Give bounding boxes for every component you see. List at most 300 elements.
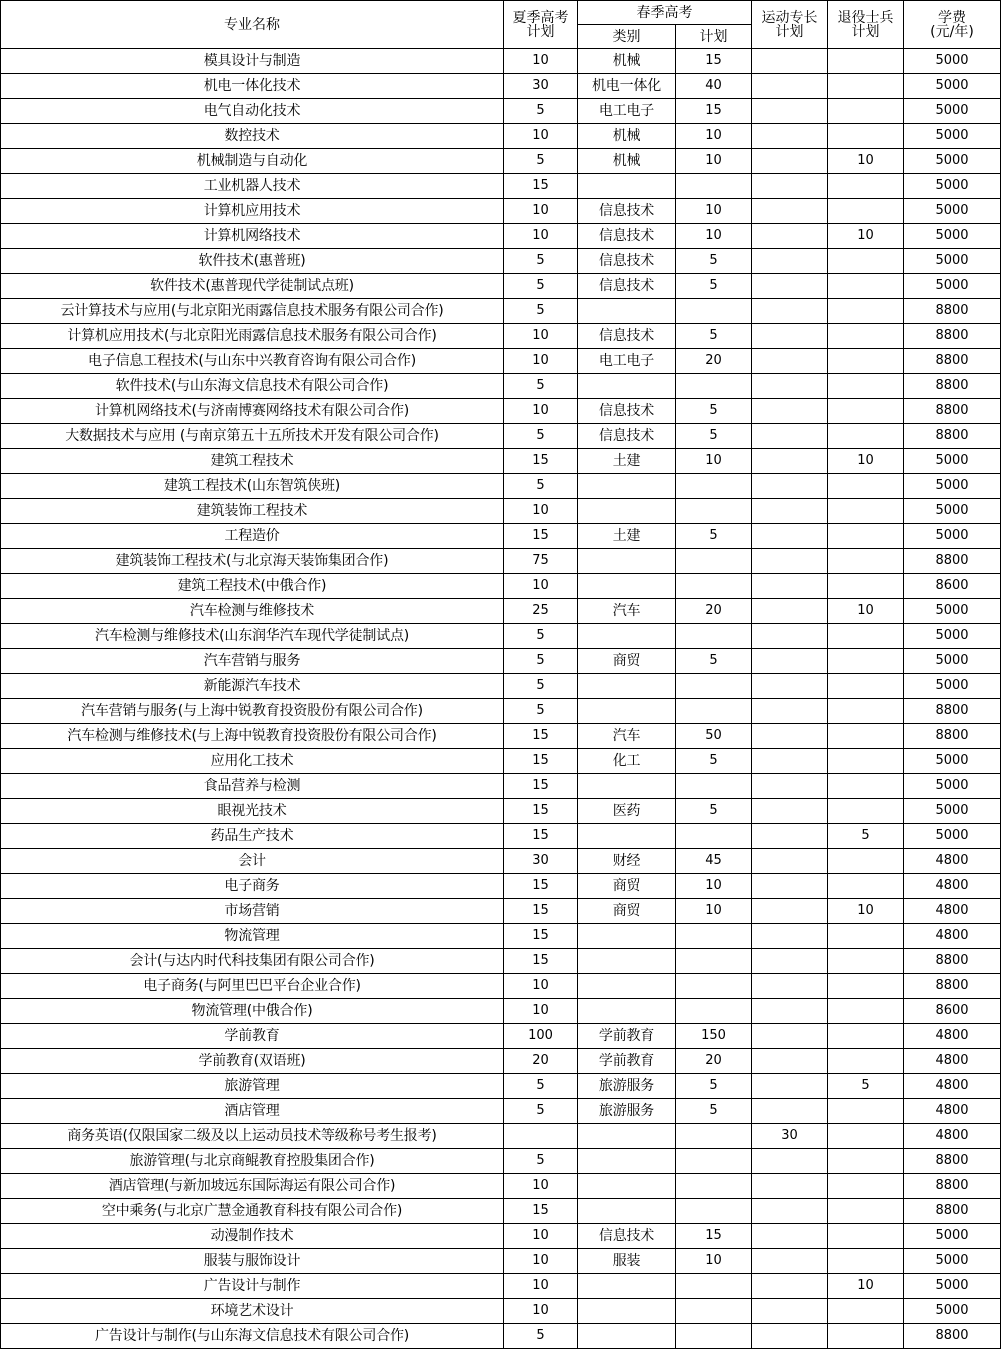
cell-summer-plan: 5 xyxy=(504,424,578,449)
table-row xyxy=(1,324,1001,349)
cell-veteran-plan: 10 xyxy=(828,149,904,174)
cell-summer-plan: 10 xyxy=(504,1249,578,1274)
cell-veteran-plan xyxy=(828,849,904,874)
cell-sports-plan xyxy=(752,224,828,249)
cell-summer-plan: 5 xyxy=(504,149,578,174)
cell-veteran-plan xyxy=(828,549,904,574)
cell-sports-plan xyxy=(752,249,828,274)
cell-summer-plan: 5 xyxy=(504,374,578,399)
cell-sports-plan xyxy=(752,949,828,974)
header-sports-line2: 计划 xyxy=(775,23,804,40)
cell-major-name: 电子商务 xyxy=(1,874,504,899)
cell-spring-plan xyxy=(676,924,752,949)
cell-major-name: 物流管理(中俄合作) xyxy=(1,999,504,1024)
cell-summer-plan: 10 xyxy=(504,124,578,149)
cell-spring-plan xyxy=(676,1124,752,1149)
cell-sports-plan xyxy=(752,499,828,524)
cell-major-name: 学前教育(双语班) xyxy=(1,1049,504,1074)
table-row xyxy=(1,1074,1001,1099)
cell-tuition: 4800 xyxy=(904,924,1001,949)
cell-spring-category: 信息技术 xyxy=(578,249,676,274)
table-row xyxy=(1,124,1001,149)
cell-sports-plan xyxy=(752,124,828,149)
cell-spring-plan: 5 xyxy=(676,424,752,449)
cell-veteran-plan xyxy=(828,399,904,424)
table-row xyxy=(1,999,1001,1024)
table-row xyxy=(1,574,1001,599)
table-row xyxy=(1,924,1001,949)
cell-veteran-plan xyxy=(828,574,904,599)
cell-veteran-plan: 5 xyxy=(828,824,904,849)
table-row xyxy=(1,874,1001,899)
cell-veteran-plan xyxy=(828,749,904,774)
table-row xyxy=(1,249,1001,274)
cell-major-name: 药品生产技术 xyxy=(1,824,504,849)
cell-summer-plan: 15 xyxy=(504,949,578,974)
cell-tuition: 8800 xyxy=(904,374,1001,399)
cell-tuition: 8800 xyxy=(904,1149,1001,1174)
cell-veteran-plan xyxy=(828,799,904,824)
cell-spring-category xyxy=(578,1149,676,1174)
cell-veteran-plan xyxy=(828,474,904,499)
cell-summer-plan: 30 xyxy=(504,74,578,99)
cell-sports-plan xyxy=(752,199,828,224)
cell-major-name: 眼视光技术 xyxy=(1,799,504,824)
cell-spring-category: 化工 xyxy=(578,749,676,774)
table-row xyxy=(1,1099,1001,1124)
cell-tuition: 4800 xyxy=(904,1074,1001,1099)
cell-tuition: 5000 xyxy=(904,199,1001,224)
cell-summer-plan: 10 xyxy=(504,1224,578,1249)
table-row xyxy=(1,499,1001,524)
header-veteran-plan xyxy=(828,1,904,49)
cell-tuition: 8800 xyxy=(904,324,1001,349)
cell-sports-plan xyxy=(752,824,828,849)
cell-spring-category xyxy=(578,999,676,1024)
cell-sports-plan xyxy=(752,899,828,924)
cell-summer-plan: 5 xyxy=(504,699,578,724)
table-row xyxy=(1,1199,1001,1224)
cell-veteran-plan xyxy=(828,1224,904,1249)
cell-veteran-plan xyxy=(828,974,904,999)
cell-veteran-plan xyxy=(828,1149,904,1174)
cell-spring-plan xyxy=(676,674,752,699)
cell-sports-plan xyxy=(752,624,828,649)
table-row xyxy=(1,624,1001,649)
header-tuition-line2: (元/年) xyxy=(930,23,974,40)
cell-sports-plan xyxy=(752,724,828,749)
cell-major-name: 服装与服饰设计 xyxy=(1,1249,504,1274)
table-row xyxy=(1,899,1001,924)
cell-veteran-plan xyxy=(828,199,904,224)
cell-spring-plan xyxy=(676,1199,752,1224)
cell-major-name: 市场营销 xyxy=(1,899,504,924)
cell-veteran-plan xyxy=(828,924,904,949)
cell-spring-category xyxy=(578,174,676,199)
cell-spring-plan xyxy=(676,824,752,849)
cell-major-name: 工程造价 xyxy=(1,524,504,549)
table-body xyxy=(1,49,1001,1349)
cell-spring-category xyxy=(578,1174,676,1199)
cell-tuition: 8800 xyxy=(904,699,1001,724)
table-row xyxy=(1,849,1001,874)
table-row xyxy=(1,1324,1001,1349)
cell-major-name: 空中乘务(与北京广慧金通教育科技有限公司合作) xyxy=(1,1199,504,1224)
cell-spring-category: 商贸 xyxy=(578,649,676,674)
table-row xyxy=(1,149,1001,174)
cell-tuition: 5000 xyxy=(904,599,1001,624)
cell-summer-plan: 15 xyxy=(504,749,578,774)
cell-sports-plan xyxy=(752,649,828,674)
table-row xyxy=(1,1224,1001,1249)
cell-summer-plan: 10 xyxy=(504,349,578,374)
table-row xyxy=(1,674,1001,699)
table-row xyxy=(1,549,1001,574)
cell-veteran-plan xyxy=(828,74,904,99)
cell-veteran-plan xyxy=(828,1299,904,1324)
cell-spring-category xyxy=(578,1274,676,1299)
cell-spring-plan xyxy=(676,999,752,1024)
cell-spring-plan: 20 xyxy=(676,349,752,374)
cell-veteran-plan xyxy=(828,774,904,799)
cell-tuition: 5000 xyxy=(904,1299,1001,1324)
cell-major-name: 建筑工程技术 xyxy=(1,449,504,474)
cell-summer-plan: 10 xyxy=(504,49,578,74)
cell-major-name: 机电一体化技术 xyxy=(1,74,504,99)
cell-spring-plan: 10 xyxy=(676,899,752,924)
cell-summer-plan: 100 xyxy=(504,1024,578,1049)
cell-spring-plan: 5 xyxy=(676,1099,752,1124)
cell-major-name: 软件技术(惠普现代学徒制试点班) xyxy=(1,274,504,299)
cell-spring-category: 电工电子 xyxy=(578,99,676,124)
cell-major-name: 工业机器人技术 xyxy=(1,174,504,199)
cell-sports-plan xyxy=(752,274,828,299)
cell-tuition: 5000 xyxy=(904,49,1001,74)
cell-spring-plan xyxy=(676,699,752,724)
cell-spring-category: 商贸 xyxy=(578,899,676,924)
cell-veteran-plan xyxy=(828,49,904,74)
cell-sports-plan xyxy=(752,399,828,424)
cell-veteran-plan xyxy=(828,724,904,749)
cell-spring-category xyxy=(578,974,676,999)
table-row xyxy=(1,1149,1001,1174)
cell-spring-category xyxy=(578,474,676,499)
cell-spring-category xyxy=(578,549,676,574)
cell-spring-category: 学前教育 xyxy=(578,1049,676,1074)
header-spring-plan: 计划 xyxy=(676,25,752,49)
cell-tuition: 4800 xyxy=(904,1124,1001,1149)
cell-spring-category: 学前教育 xyxy=(578,1024,676,1049)
cell-sports-plan xyxy=(752,799,828,824)
cell-major-name: 广告设计与制作(与山东海文信息技术有限公司合作) xyxy=(1,1324,504,1349)
cell-sports-plan xyxy=(752,1074,828,1099)
cell-tuition: 5000 xyxy=(904,1224,1001,1249)
cell-spring-category: 电工电子 xyxy=(578,349,676,374)
cell-spring-category xyxy=(578,1324,676,1349)
cell-spring-category xyxy=(578,674,676,699)
table-row xyxy=(1,1024,1001,1049)
cell-tuition: 4800 xyxy=(904,849,1001,874)
cell-summer-plan: 15 xyxy=(504,899,578,924)
cell-summer-plan: 10 xyxy=(504,224,578,249)
cell-tuition: 5000 xyxy=(904,524,1001,549)
cell-spring-plan xyxy=(676,774,752,799)
cell-veteran-plan xyxy=(828,649,904,674)
cell-spring-plan xyxy=(676,1274,752,1299)
cell-tuition: 4800 xyxy=(904,1099,1001,1124)
table-row xyxy=(1,599,1001,624)
cell-veteran-plan xyxy=(828,1249,904,1274)
cell-veteran-plan: 10 xyxy=(828,1274,904,1299)
cell-spring-plan: 20 xyxy=(676,599,752,624)
header-veteran-line2: 计划 xyxy=(851,23,880,40)
cell-spring-plan: 5 xyxy=(676,324,752,349)
cell-major-name: 电子商务(与阿里巴巴平台企业合作) xyxy=(1,974,504,999)
cell-sports-plan xyxy=(752,1224,828,1249)
table-row xyxy=(1,1174,1001,1199)
cell-sports-plan xyxy=(752,299,828,324)
cell-spring-category xyxy=(578,574,676,599)
cell-summer-plan: 5 xyxy=(504,1149,578,1174)
header-major-name: 专业名称 xyxy=(1,1,504,49)
cell-spring-plan: 50 xyxy=(676,724,752,749)
cell-spring-category: 机电一体化 xyxy=(578,74,676,99)
cell-sports-plan xyxy=(752,549,828,574)
cell-tuition: 5000 xyxy=(904,499,1001,524)
cell-spring-plan: 10 xyxy=(676,149,752,174)
cell-spring-category: 财经 xyxy=(578,849,676,874)
cell-spring-category xyxy=(578,949,676,974)
cell-summer-plan: 20 xyxy=(504,1049,578,1074)
cell-major-name: 物流管理 xyxy=(1,924,504,949)
cell-veteran-plan: 10 xyxy=(828,449,904,474)
cell-spring-plan: 10 xyxy=(676,1249,752,1274)
cell-spring-plan: 45 xyxy=(676,849,752,874)
cell-tuition: 5000 xyxy=(904,99,1001,124)
table-row xyxy=(1,274,1001,299)
table-row xyxy=(1,824,1001,849)
cell-veteran-plan xyxy=(828,1124,904,1149)
header-summer-plan xyxy=(504,1,578,49)
cell-spring-category: 机械 xyxy=(578,149,676,174)
cell-spring-plan: 15 xyxy=(676,99,752,124)
cell-tuition: 5000 xyxy=(904,74,1001,99)
cell-tuition: 4800 xyxy=(904,874,1001,899)
cell-veteran-plan xyxy=(828,299,904,324)
cell-spring-category: 信息技术 xyxy=(578,424,676,449)
cell-tuition: 5000 xyxy=(904,774,1001,799)
cell-sports-plan: 30 xyxy=(752,1124,828,1149)
cell-major-name: 会计 xyxy=(1,849,504,874)
cell-major-name: 建筑装饰工程技术(与北京海天装饰集团合作) xyxy=(1,549,504,574)
cell-spring-category: 信息技术 xyxy=(578,199,676,224)
header-sports-plan xyxy=(752,1,828,49)
cell-veteran-plan xyxy=(828,249,904,274)
cell-spring-category: 商贸 xyxy=(578,874,676,899)
cell-tuition: 8800 xyxy=(904,949,1001,974)
cell-summer-plan: 15 xyxy=(504,774,578,799)
cell-spring-plan xyxy=(676,374,752,399)
cell-spring-plan: 10 xyxy=(676,449,752,474)
cell-summer-plan: 5 xyxy=(504,624,578,649)
cell-major-name: 软件技术(与山东海文信息技术有限公司合作) xyxy=(1,374,504,399)
cell-spring-plan: 5 xyxy=(676,1074,752,1099)
cell-sports-plan xyxy=(752,1049,828,1074)
cell-spring-plan xyxy=(676,949,752,974)
cell-major-name: 软件技术(惠普班) xyxy=(1,249,504,274)
cell-spring-plan xyxy=(676,974,752,999)
cell-spring-plan: 5 xyxy=(676,524,752,549)
cell-veteran-plan xyxy=(828,999,904,1024)
cell-major-name: 汽车营销与服务(与上海中锐教育投资股份有限公司合作) xyxy=(1,699,504,724)
cell-spring-plan xyxy=(676,1174,752,1199)
cell-veteran-plan: 10 xyxy=(828,599,904,624)
cell-summer-plan: 15 xyxy=(504,1199,578,1224)
cell-veteran-plan xyxy=(828,424,904,449)
cell-sports-plan xyxy=(752,1024,828,1049)
cell-summer-plan: 5 xyxy=(504,1099,578,1124)
cell-spring-plan xyxy=(676,624,752,649)
cell-summer-plan: 10 xyxy=(504,1299,578,1324)
cell-spring-plan: 10 xyxy=(676,874,752,899)
cell-veteran-plan xyxy=(828,99,904,124)
cell-tuition: 5000 xyxy=(904,249,1001,274)
cell-spring-category: 机械 xyxy=(578,49,676,74)
cell-tuition: 5000 xyxy=(904,674,1001,699)
cell-tuition: 5000 xyxy=(904,149,1001,174)
cell-spring-category xyxy=(578,624,676,649)
cell-summer-plan: 30 xyxy=(504,849,578,874)
cell-veteran-plan xyxy=(828,374,904,399)
cell-tuition: 5000 xyxy=(904,824,1001,849)
cell-sports-plan xyxy=(752,874,828,899)
cell-summer-plan: 15 xyxy=(504,174,578,199)
cell-veteran-plan xyxy=(828,1049,904,1074)
cell-spring-category xyxy=(578,1299,676,1324)
cell-sports-plan xyxy=(752,1149,828,1174)
cell-veteran-plan xyxy=(828,674,904,699)
cell-spring-category: 旅游服务 xyxy=(578,1074,676,1099)
cell-summer-plan: 5 xyxy=(504,99,578,124)
cell-veteran-plan xyxy=(828,174,904,199)
cell-sports-plan xyxy=(752,574,828,599)
cell-summer-plan: 5 xyxy=(504,474,578,499)
cell-spring-category xyxy=(578,699,676,724)
cell-major-name: 应用化工技术 xyxy=(1,749,504,774)
cell-spring-plan xyxy=(676,1324,752,1349)
table-row xyxy=(1,1124,1001,1149)
cell-major-name: 建筑装饰工程技术 xyxy=(1,499,504,524)
cell-spring-plan: 5 xyxy=(676,799,752,824)
table-row xyxy=(1,1299,1001,1324)
cell-veteran-plan xyxy=(828,324,904,349)
table-row xyxy=(1,49,1001,74)
cell-veteran-plan: 5 xyxy=(828,1074,904,1099)
cell-veteran-plan xyxy=(828,124,904,149)
table-row xyxy=(1,799,1001,824)
table-row xyxy=(1,349,1001,374)
table-row xyxy=(1,99,1001,124)
table-row xyxy=(1,199,1001,224)
cell-major-name: 食品营养与检测 xyxy=(1,774,504,799)
cell-tuition: 8600 xyxy=(904,574,1001,599)
cell-sports-plan xyxy=(752,774,828,799)
cell-tuition: 8800 xyxy=(904,399,1001,424)
cell-summer-plan: 5 xyxy=(504,274,578,299)
cell-major-name: 大数据技术与应用 (与南京第五十五所技术开发有限公司合作) xyxy=(1,424,504,449)
table-row xyxy=(1,224,1001,249)
cell-spring-plan xyxy=(676,174,752,199)
cell-major-name: 模具设计与制造 xyxy=(1,49,504,74)
cell-spring-plan: 15 xyxy=(676,1224,752,1249)
cell-summer-plan: 5 xyxy=(504,649,578,674)
cell-major-name: 酒店管理 xyxy=(1,1099,504,1124)
table-row xyxy=(1,174,1001,199)
cell-summer-plan: 25 xyxy=(504,599,578,624)
cell-spring-plan: 10 xyxy=(676,224,752,249)
header-spring-exam: 春季高考 xyxy=(578,1,752,25)
header-summer-line2: 计划 xyxy=(526,23,555,40)
cell-sports-plan xyxy=(752,349,828,374)
cell-major-name: 计算机应用技术(与北京阳光雨露信息技术服务有限公司合作) xyxy=(1,324,504,349)
cell-spring-category: 信息技术 xyxy=(578,274,676,299)
cell-major-name: 建筑工程技术(山东智筑侠班) xyxy=(1,474,504,499)
cell-veteran-plan xyxy=(828,624,904,649)
cell-summer-plan: 15 xyxy=(504,874,578,899)
cell-spring-plan xyxy=(676,299,752,324)
cell-sports-plan xyxy=(752,999,828,1024)
cell-veteran-plan: 10 xyxy=(828,899,904,924)
cell-summer-plan: 5 xyxy=(504,1324,578,1349)
cell-major-name: 汽车检测与维修技术 xyxy=(1,599,504,624)
cell-major-name: 建筑工程技术(中俄合作) xyxy=(1,574,504,599)
cell-spring-plan: 5 xyxy=(676,399,752,424)
cell-spring-category xyxy=(578,374,676,399)
cell-major-name: 计算机应用技术 xyxy=(1,199,504,224)
cell-spring-category: 医药 xyxy=(578,799,676,824)
cell-spring-plan: 20 xyxy=(676,1049,752,1074)
cell-spring-category: 信息技术 xyxy=(578,324,676,349)
table-row xyxy=(1,724,1001,749)
cell-summer-plan: 75 xyxy=(504,549,578,574)
cell-sports-plan xyxy=(752,599,828,624)
cell-summer-plan: 10 xyxy=(504,1274,578,1299)
cell-tuition: 5000 xyxy=(904,224,1001,249)
header-sports-line1: 运动专长 xyxy=(761,9,818,26)
cell-spring-category: 信息技术 xyxy=(578,399,676,424)
cell-summer-plan: 10 xyxy=(504,1174,578,1199)
table-row xyxy=(1,399,1001,424)
cell-tuition: 5000 xyxy=(904,474,1001,499)
cell-summer-plan: 10 xyxy=(504,199,578,224)
cell-tuition: 5000 xyxy=(904,449,1001,474)
cell-sports-plan xyxy=(752,924,828,949)
cell-sports-plan xyxy=(752,374,828,399)
table-row xyxy=(1,524,1001,549)
cell-major-name: 酒店管理(与新加坡远东国际海运有限公司合作) xyxy=(1,1174,504,1199)
header-veteran-line1: 退役士兵 xyxy=(837,9,894,26)
cell-tuition: 8800 xyxy=(904,349,1001,374)
cell-sports-plan xyxy=(752,49,828,74)
table-row xyxy=(1,974,1001,999)
table-row xyxy=(1,374,1001,399)
cell-tuition: 8800 xyxy=(904,724,1001,749)
cell-summer-plan: 5 xyxy=(504,1074,578,1099)
cell-major-name: 环境艺术设计 xyxy=(1,1299,504,1324)
cell-summer-plan: 10 xyxy=(504,399,578,424)
cell-spring-plan: 5 xyxy=(676,249,752,274)
cell-tuition: 5000 xyxy=(904,1249,1001,1274)
